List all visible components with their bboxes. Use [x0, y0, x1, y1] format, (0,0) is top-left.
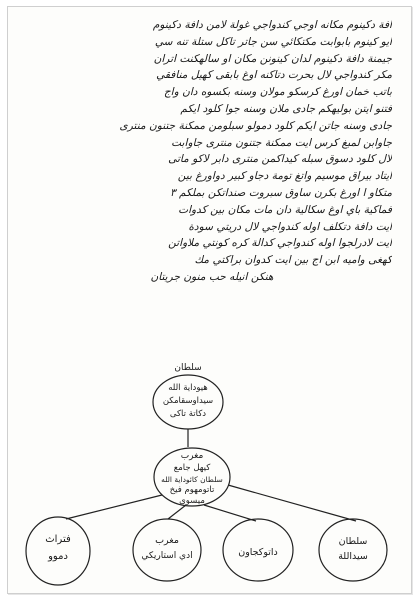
- text-line-6: فتنو ايتن بوليهكم جادى ملان وسنه جوا كلود ايكم: [180, 102, 392, 115]
- connector-middle-to-child-2: [168, 505, 186, 519]
- text-line-16: هنكن انيله حب منون جريتان: [150, 270, 274, 283]
- top-node-line-2: سيداوسقامكن: [162, 396, 214, 406]
- connector-middle-to-child-3: [204, 505, 256, 521]
- top-node-line-3: دكاتة تاكى: [169, 409, 207, 419]
- middle-node-line-1: كيهل جامع: [173, 463, 211, 473]
- connector-middle-to-child-1: [66, 495, 162, 519]
- top-node-line-1: هيوداية الله: [168, 383, 208, 393]
- middle-node-line-3: تاتومهوم فيخ: [169, 485, 215, 495]
- text-line-5: باتب خمان اورغ كرسكو مولان وسنه بكسوه دان واج: [163, 86, 392, 99]
- text-line-8: جاوابن لمبغ كرس ايت ممكنة جتنون منترى جاوابت: [171, 136, 392, 149]
- child-node-1-title: فتراث: [45, 534, 71, 545]
- middle-node-title: مغرب: [180, 451, 204, 461]
- top-node-title: سلطان: [174, 363, 202, 373]
- child-node-4-title: سلطان: [338, 536, 368, 547]
- text-line-7: جادى وسنه جاتن ايكم كلود دمولو سبلومن ممكنة جتنون منترى: [119, 119, 392, 132]
- text-line-4: مكر كندواجي لال بحرت دتاكنه اوغ بابقى كهيل منافقي: [156, 69, 392, 82]
- text-line-15: كهغى واميه ابن اج بين ايت كدوان براكتي مك: [194, 254, 392, 267]
- text-line-9: لال كلود دسوق سبله كيداكمن منترى دابر لاكو ماتى: [168, 153, 392, 166]
- text-line-13: ايت دافة دتكلف اوله كندواجي لال دريتي سودة: [188, 220, 392, 233]
- connector-middle-to-child-4: [228, 485, 356, 521]
- manuscript-page: [7, 6, 412, 594]
- text-line-2: ايو كينوم بابوابت مكتكائي سن جاتر تاكل ستلة تنه سي: [154, 35, 392, 48]
- child-node-2-title: مغرب: [155, 535, 179, 546]
- text-line-1: افة دكينوم مكانه اوجي كندواجي غولة لامن دافة دكينوم: [152, 19, 392, 31]
- middle-node-line-4: ميسوى: [179, 496, 205, 506]
- child-node-2-oval: [133, 519, 201, 581]
- child-node-3-line: داتوكجاون: [238, 547, 278, 558]
- text-line-10: ايتاد بيراق موسيم واتغ تومة دجاو كبير دواورغ بين: [177, 170, 392, 183]
- text-line-14: ايت لادرلجوا اوله كندواجي كدالة كره كونتي ملاواتن: [168, 237, 392, 250]
- child-node-2-line: ادي استاريكي: [141, 551, 193, 561]
- middle-node-line-2: سلطان كائوداية الله: [161, 475, 223, 484]
- text-line-11: متكاو ا اورغ بكرن ساوق سبروت صنداتكن بملكم ٣: [169, 186, 392, 199]
- child-node-4-line: سيداللة: [338, 551, 368, 562]
- child-node-4-oval: [319, 519, 387, 581]
- child-node-1-line: دموو: [48, 551, 68, 562]
- text-line-12: فماكية باي اوغ سكالية دان مات مكان بين كدوات: [178, 203, 392, 216]
- text-line-3: جيمنة دافة دكينوم لدان كينونن مكان او سالهكنت اتران: [153, 52, 392, 65]
